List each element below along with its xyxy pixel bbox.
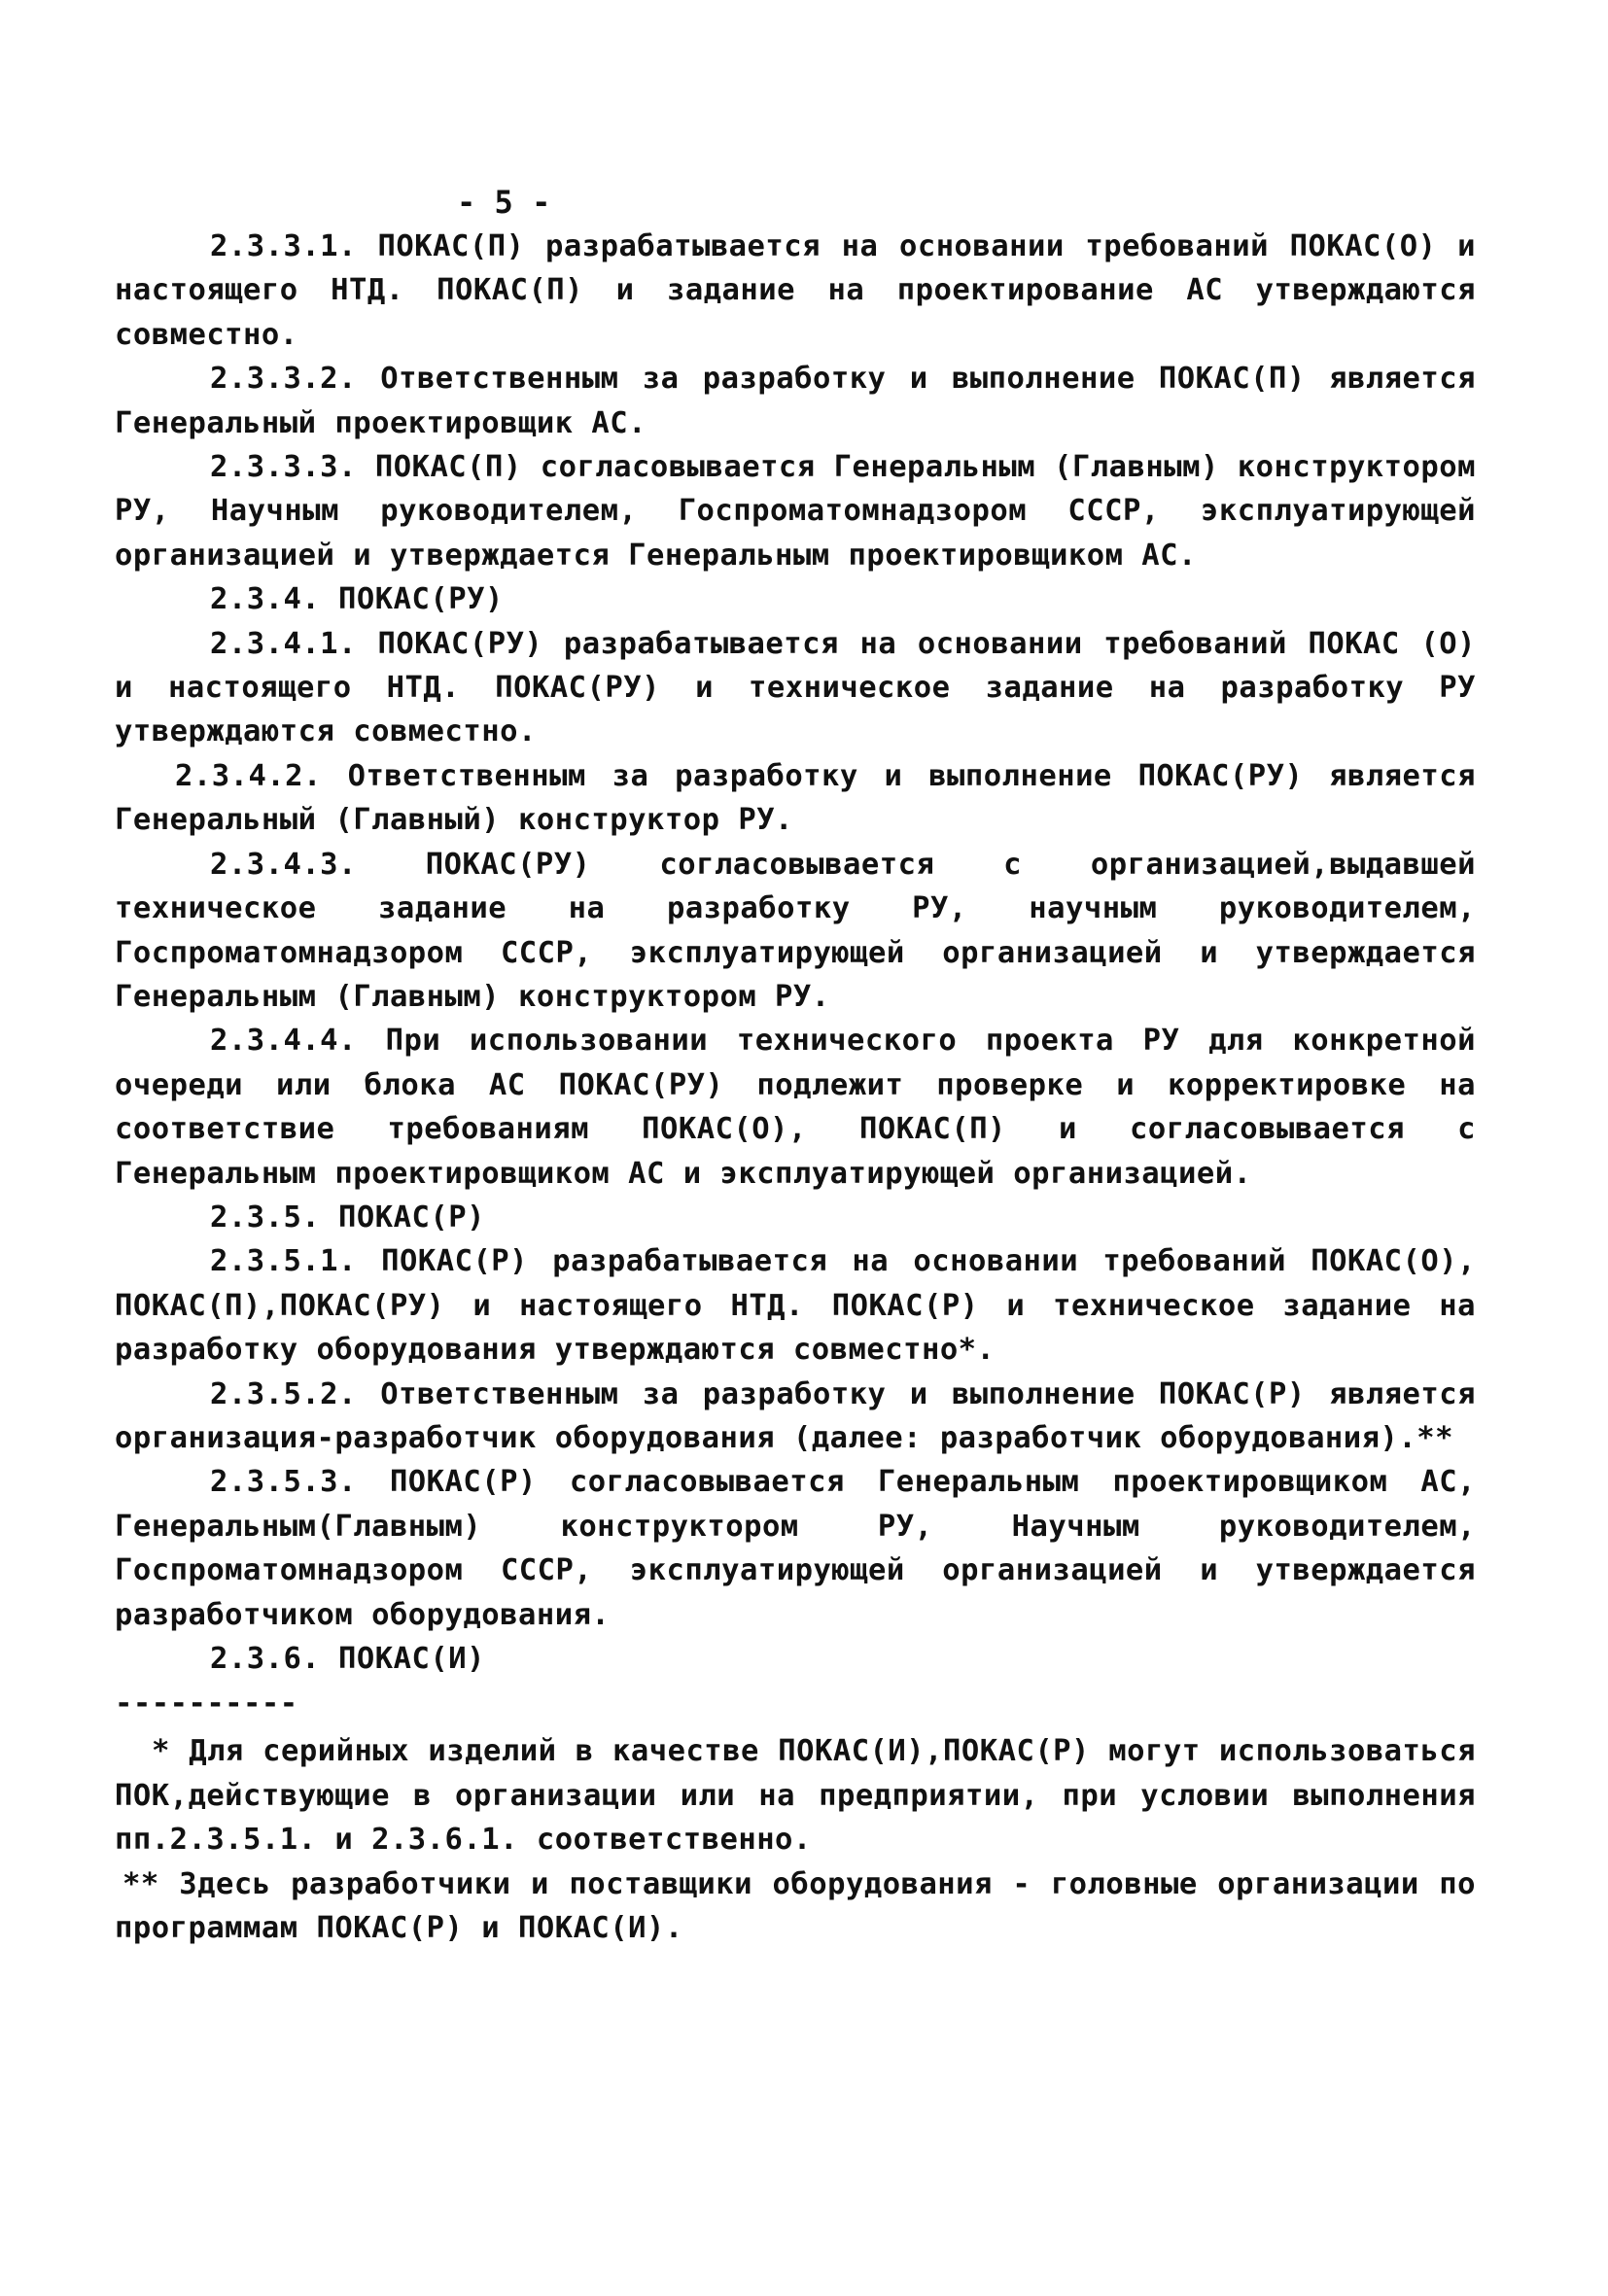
clause-2-3-5-2: 2.3.5.2. Ответственным за разработку и выполнение ПОКАС(Р) является организация-разработчик оборудования (далее: разработчик оборудования).**: [115, 1376, 1476, 1455]
clause-2-3-4-4: 2.3.4.4. При использовании технического проекта РУ для конкретной очереди или блока АС ПОКАС(РУ) подлежит проверке и корректировке на соответствие требованиям ПОКАС(О), ПОКАС(П) и согласовывается с Генеральным проектировщиком АС и эксплуатирующей организацией.: [115, 1024, 1476, 1191]
section-heading-2-3-6: 2.3.6. ПОКАС(И): [210, 1642, 485, 1676]
section-heading-2-3-5: 2.3.5. ПОКАС(Р): [210, 1200, 485, 1235]
footnote-single-asterisk: * Для серийных изделий в качестве ПОКАС(И),ПОКАС(Р) могут использоваться ПОК,действующие в организации или на предприятии, при условии выполнения пп.2.3.5.1. и 2.3.6.1. соответственно.: [115, 1734, 1476, 1858]
clause-2-3-5-1: 2.3.5.1. ПОКАС(Р) разрабатывается на основании требований ПОКАС(О), ПОКАС(П),ПОКАС(РУ) и настоящего НТД. ПОКАС(Р) и техническое задание на разработку оборудования утверждаются совместно*.: [115, 1244, 1476, 1368]
clause-2-3-3-1: 2.3.3.1. ПОКАС(П) разрабатывается на основании требований ПОКАС(О) и настоящего НТД. ПОКАС(П) и задание на проектирование АС утверждаются совместно.: [115, 229, 1476, 352]
clause-2-3-3-3: 2.3.3.3. ПОКАС(П) согласовывается Генеральным (Главным) конструктором РУ, Научным руководителем, Госпроматомнадзором СССР, эксплуатирующей организацией и утверждается Генеральным проектировщиком АС.: [115, 450, 1476, 573]
footnote-double-asterisk: ** Здесь разработчики и поставщики оборудования - головные организации по программам ПОКАС(Р) и ПОКАС(И).: [115, 1866, 1476, 1946]
clause-2-3-5-3: 2.3.5.3. ПОКАС(Р) согласовывается Генеральным проектировщиком АС, Генеральным(Главным) конструктором РУ, Научным руководителем, Госпроматомнадзором СССР, эксплуатирующей организацией и утверждается разработчиком оборудования.: [115, 1465, 1476, 1632]
section-heading-2-3-4: 2.3.4. ПОКАС(РУ): [210, 582, 504, 617]
footnotes: [115, 1729, 1476, 1950]
clause-2-3-4-2: 2.3.4.2. Ответственным за разработку и выполнение ПОКАС(РУ) является Генеральный (Главный) конструктор РУ.: [115, 758, 1476, 838]
clause-2-3-3-2: 2.3.3.2. Ответственным за разработку и выполнение ПОКАС(П) является Генеральный проектировщик АС.: [115, 362, 1476, 440]
clause-2-3-4-3: 2.3.4.3. ПОКАС(РУ) согласовывается с организацией,выдавшей техническое задание на разработку РУ, научным руководителем, Госпроматомнадзором СССР, эксплуатирующей организацией и утверждается Генеральным (Главным) конструктором РУ.: [115, 847, 1476, 1014]
document-body: [115, 181, 1476, 1950]
page-number: - 5 -: [457, 184, 551, 221]
footnote-separator: ----------: [115, 1687, 298, 1722]
clause-2-3-4-1: 2.3.4.1. ПОКАС(РУ) разрабатывается на основании требований ПОКАС (О) и настоящего НТД. ПОКАС(РУ) и техническое задание на разработку РУ утверждаются совместно.: [115, 626, 1476, 749]
